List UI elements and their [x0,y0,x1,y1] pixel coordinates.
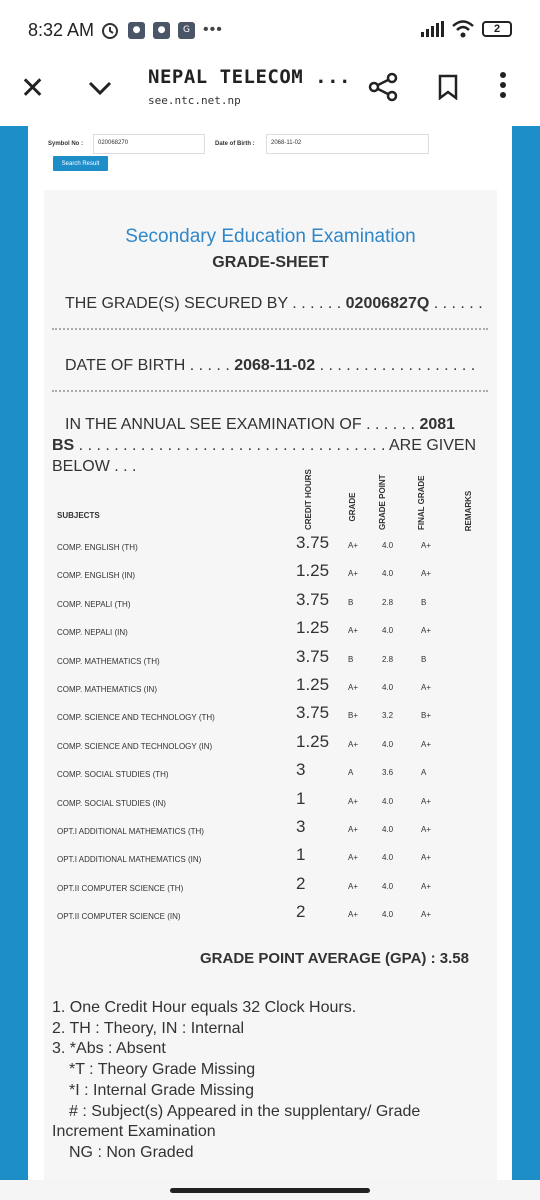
secured-by-prefix: THE GRADE(S) SECURED BY [65,295,288,312]
close-icon[interactable]: ✕ [20,71,46,106]
grade-point-cell: 4.0 [382,569,394,579]
grade-point-cell: 2.8 [382,654,394,664]
note-item: 2. TH : Theory, IN : Internal [52,1019,245,1037]
grade-point-cell: 2.8 [382,597,394,607]
search-result-button[interactable]: Search Result [53,156,108,171]
exam-line-prefix: IN THE ANNUAL SEE EXAMINATION OF [65,416,362,433]
symbol-label: Symbol No : [48,141,84,147]
credit-hours-cell: 3.75 [296,533,330,552]
final-grade-cell: A+ [421,825,432,834]
table-row [44,703,497,731]
table-row [44,760,497,788]
table-row [44,675,497,703]
grade-point-cell: 4.0 [382,739,394,749]
grade-sheet-title: GRADE-SHEET [212,254,329,271]
grade-cell: B [348,597,354,607]
dob-line: DATE OF BIRTH . . . . . 2068-11-02 . . . . . . . . . . . . . . . . . . [65,357,476,374]
subject-cell: OPT.I ADDITIONAL MATHEMATICS (TH) [57,827,204,836]
status-notification-icons [100,20,223,40]
alarm-icon [100,20,120,40]
subject-cell: OPT.I ADDITIONAL MATHEMATICS (IN) [57,855,202,865]
subject-cell: COMP. MATHEMATICS (IN) [57,685,157,694]
symbol-number-value: 02006827Q [345,295,430,312]
page-url: see.ntc.net.np [148,94,241,107]
exam-line: IN THE ANNUAL SEE EXAMINATION OF . . . . . . 2081 [65,416,456,433]
grade-cell: A+ [348,910,359,920]
grade-sheet [44,190,497,1180]
subject-cell: COMP. SCIENCE AND TECHNOLOGY (TH) [57,713,215,723]
grade-point-cell: 4.0 [382,881,394,891]
credit-hours-cell: 3.75 [296,703,330,723]
below-text: BELOW . . . [52,458,137,475]
grade-point-cell: 4.0 [382,910,394,920]
table-row [44,817,497,845]
grade-cell: B+ [348,711,359,721]
home-gesture-handle[interactable] [170,1188,370,1193]
final-grade-header: FINAL GRADE [417,475,426,530]
grade-point-cell: 3.6 [382,768,394,778]
page-border-right [512,126,540,1180]
signal-icon [421,21,444,37]
chevron-down-icon[interactable] [86,74,114,102]
page-border-left [0,126,28,1180]
table-row [44,845,497,873]
battery-icon: 2 [482,21,512,37]
google-icon: G [178,22,195,39]
status-right [421,20,512,38]
final-grade-cell: A+ [421,541,432,550]
more-options-icon[interactable] [500,72,506,98]
bookmark-icon[interactable] [437,74,459,100]
grade-point-cell: 4.0 [382,541,394,550]
subject-cell: COMP. SOCIAL STUDIES (TH) [57,770,169,780]
final-grade-cell: A+ [421,796,432,806]
grade-cell: A+ [348,825,359,834]
subject-cell: OPT.II COMPUTER SCIENCE (TH) [57,883,184,893]
final-grade-cell: A+ [421,910,432,920]
dob-label: Date of Birth : [215,141,255,147]
dob-input[interactable]: 2068-11-02 [266,134,429,154]
final-grade-cell: B+ [421,711,432,721]
note-item: *T : Theory Grade Missing [69,1061,256,1079]
remarks-header: REMARKS [464,490,473,532]
credit-hours-cell: 3 [296,817,306,836]
subject-cell: COMP. SCIENCE AND TECHNOLOGY (IN) [57,741,213,751]
exam-line-2: BS . . . . . . . . . . . . . . . . . . . . . . . . . . . . . . . . . . . ARE GIVEN [52,437,477,454]
grade-cell: B [348,654,354,664]
final-grade-cell: A+ [421,739,432,749]
final-grade-cell: B [421,654,427,664]
table-row [44,902,497,930]
grade-point-cell: 4.0 [382,683,394,692]
subject-cell: COMP. SOCIAL STUDIES (IN) [57,798,166,808]
dotted-divider [52,390,488,392]
table-row [44,590,497,618]
symbol-number-input[interactable]: 020068270 [93,134,205,154]
table-row [44,647,497,675]
credit-hours-cell: 3.75 [296,589,330,609]
more-notifications-icon: ••• [203,21,223,38]
secured-by-line: THE GRADE(S) SECURED BY . . . . . . 02006827Q . . . . . . [65,295,483,312]
exam-year: 2081 [419,416,456,433]
exam-bs: BS [52,437,75,454]
grade-point-cell: 4.0 [382,853,394,863]
table-row [44,561,497,589]
grade-cell: A [348,768,354,778]
wifi-icon [452,20,474,38]
table-row [44,533,497,561]
note-item: NG : Non Graded [69,1143,194,1161]
subjects-header: SUBJECTS [57,511,100,520]
credit-hours-cell: 2 [296,902,306,922]
subject-cell: COMP. NEPALI (IN) [57,628,128,638]
subject-cell: OPT.II COMPUTER SCIENCE (IN) [57,912,181,922]
grade-cell: A+ [348,683,359,692]
grade-cell: A+ [348,569,359,579]
grade-point-header: GRADE POINT [378,474,387,530]
credit-hours-cell: 1 [296,788,306,808]
final-grade-cell: A+ [421,569,432,579]
are-given-text: ARE GIVEN [388,437,477,454]
table-row [44,618,497,646]
subject-cell: COMP. ENGLISH (IN) [57,571,136,581]
grade-cell: A+ [348,881,359,891]
app-notification-icon: ● [128,22,145,39]
grade-cell: A+ [348,739,359,749]
credit-hours-cell: 1.25 [296,618,330,638]
notes-list [52,998,420,1164]
subject-cell: COMP. NEPALI (TH) [57,599,131,609]
final-grade-cell: A+ [421,626,432,636]
subject-cell: COMP. ENGLISH (TH) [57,543,138,552]
page-title: NEPAL TELECOM ... [148,66,351,88]
credit-hours-cell: 2 [296,873,306,893]
grade-cell: A+ [348,796,359,806]
final-grade-cell: B [421,597,427,607]
credit-hours-cell: 3.75 [296,646,330,666]
status-bar [0,0,540,60]
final-grade-cell: A [421,768,427,778]
dob-value: 2068-11-02 [234,357,316,374]
final-grade-cell: A+ [421,881,432,891]
grade-header: GRADE [348,492,357,522]
exam-title: Secondary Education Examination [125,226,416,247]
grade-point-cell: 3.2 [382,711,394,721]
credit-hours-cell: 1.25 [296,561,330,581]
note-item: *I : Internal Grade Missing [69,1081,254,1099]
grade-cell: A+ [348,853,359,863]
note-item: 3. *Abs : Absent [52,1040,166,1058]
grade-point-cell: 4.0 [382,626,394,636]
note-item: # : Subject(s) Appeared in the supplentary/ Grade [69,1102,421,1120]
gpa-value: GRADE POINT AVERAGE (GPA) : 3.58 [200,950,469,967]
note-item: 1. One Credit Hour equals 32 Clock Hours. [52,999,357,1016]
grade-point-cell: 4.0 [382,796,394,806]
grade-cell: A+ [348,626,359,636]
final-grade-cell: A+ [421,853,432,863]
credit-hours-cell: 1.25 [296,675,330,694]
dotted-divider [52,328,488,330]
credit-hours-header: CREDIT HOURS [304,469,313,530]
navigation-bar [0,1180,540,1200]
browser-app-bar [0,60,540,122]
subject-cell: COMP. MATHEMATICS (TH) [57,656,160,666]
final-grade-cell: A+ [421,683,432,692]
table-row [44,732,497,760]
table-row [44,789,497,817]
share-icon[interactable] [368,72,398,102]
grade-point-cell: 4.0 [382,825,394,834]
credit-hours-cell: 1.25 [296,731,330,751]
credit-hours-cell: 3 [296,760,306,780]
grade-cell: A+ [348,541,359,550]
app-notification-icon: ● [153,22,170,39]
dob-prefix: DATE OF BIRTH [65,357,186,374]
status-time: 8:32 AM [28,20,95,40]
table-row [44,874,497,902]
note-item: Increment Examination [52,1123,216,1141]
credit-hours-cell: 1 [296,845,306,865]
web-page [0,122,540,1180]
